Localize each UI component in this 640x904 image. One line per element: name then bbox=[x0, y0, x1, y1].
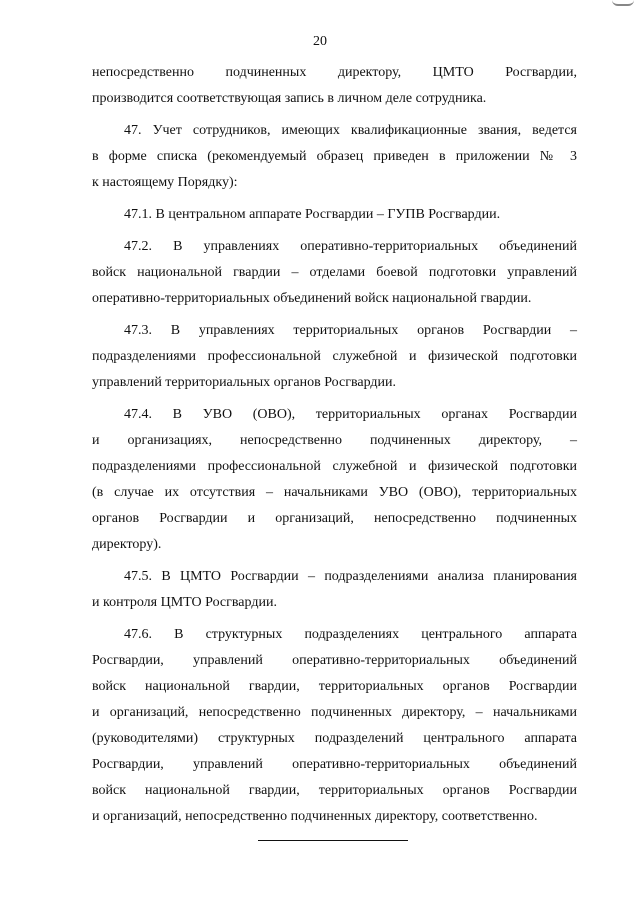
text-line: 47. Учет сотрудников, имеющих квалификационные звания, ведется bbox=[124, 123, 577, 138]
text-line: в форме списка (рекомендуемый образец приведен в приложении № 3 bbox=[92, 149, 577, 164]
text-line: 47.3. В управлениях территориальных органов Росгвардии – bbox=[124, 323, 577, 338]
scan-mark bbox=[612, 0, 634, 6]
text-line: директору). bbox=[92, 537, 162, 552]
text-line: Росгвардии, управлений оперативно-территориальных объединений bbox=[92, 757, 577, 772]
paragraph-47-4 bbox=[92, 402, 577, 558]
text-line: (руководителями) структурных подразделений центрального аппарата bbox=[92, 731, 577, 746]
text-line: управлений территориальных органов Росгвардии. bbox=[92, 375, 397, 390]
text-line: войск национальной гвардии – отделами боевой подготовки управлений bbox=[92, 265, 577, 280]
text-line: 47.1. В центральном аппарате Росгвардии – ГУПВ Росгвардии. bbox=[124, 207, 501, 222]
text-line: органов Росгвардии и организаций, непосредственно подчиненных bbox=[92, 511, 577, 526]
paragraph-47-2 bbox=[92, 234, 577, 312]
text-line: 47.5. В ЦМТО Росгвардии – подразделениями анализа планирования bbox=[124, 569, 577, 584]
text-line: и организациях, непосредственно подчиненных директору, – bbox=[92, 433, 577, 448]
text-line: войск национальной гвардии, территориальных органов Росгвардии bbox=[92, 783, 577, 798]
text-line: и контроля ЦМТО Росгвардии. bbox=[92, 595, 277, 610]
text-line: войск национальной гвардии, территориальных органов Росгвардии bbox=[92, 679, 577, 694]
paragraph-47-1 bbox=[92, 202, 577, 228]
text-line: Росгвардии, управлений оперативно-территориальных объединений bbox=[92, 653, 577, 668]
text-line: и организаций, непосредственно подчиненных директору, – начальниками bbox=[92, 705, 577, 720]
page-number: 20 bbox=[313, 34, 327, 49]
text-line: и организаций, непосредственно подчиненных директору, соответственно. bbox=[92, 809, 538, 824]
text-line: к настоящему Порядку): bbox=[92, 175, 238, 190]
text-line: подразделениями профессиональной служебной и физической подготовки bbox=[92, 459, 577, 474]
text-line: 47.6. В структурных подразделениях центрального аппарата bbox=[124, 627, 577, 642]
text-line: 47.2. В управлениях оперативно-территориальных объединений bbox=[124, 239, 577, 254]
paragraph-47-5 bbox=[92, 564, 577, 616]
text-line: (в случае их отсутствия – начальниками УВО (ОВО), территориальных bbox=[92, 485, 577, 500]
footer-rule bbox=[258, 840, 408, 841]
text-line: оперативно-территориальных объединений войск национальной гвардии. bbox=[92, 291, 532, 306]
paragraph-47-6 bbox=[92, 622, 577, 830]
paragraph-47-3 bbox=[92, 318, 577, 396]
paragraph-continuation bbox=[92, 60, 577, 112]
text-line: непосредственно подчиненных директору, ЦМТО Росгвардии, bbox=[92, 65, 577, 80]
text-line: 47.4. В УВО (ОВО), территориальных органах Росгвардии bbox=[124, 407, 577, 422]
paragraph-47 bbox=[92, 118, 577, 196]
text-line: производится соответствующая запись в личном деле сотрудника. bbox=[92, 91, 487, 106]
document-body bbox=[92, 60, 577, 830]
text-line: подразделениями профессиональной служебной и физической подготовки bbox=[92, 349, 577, 364]
